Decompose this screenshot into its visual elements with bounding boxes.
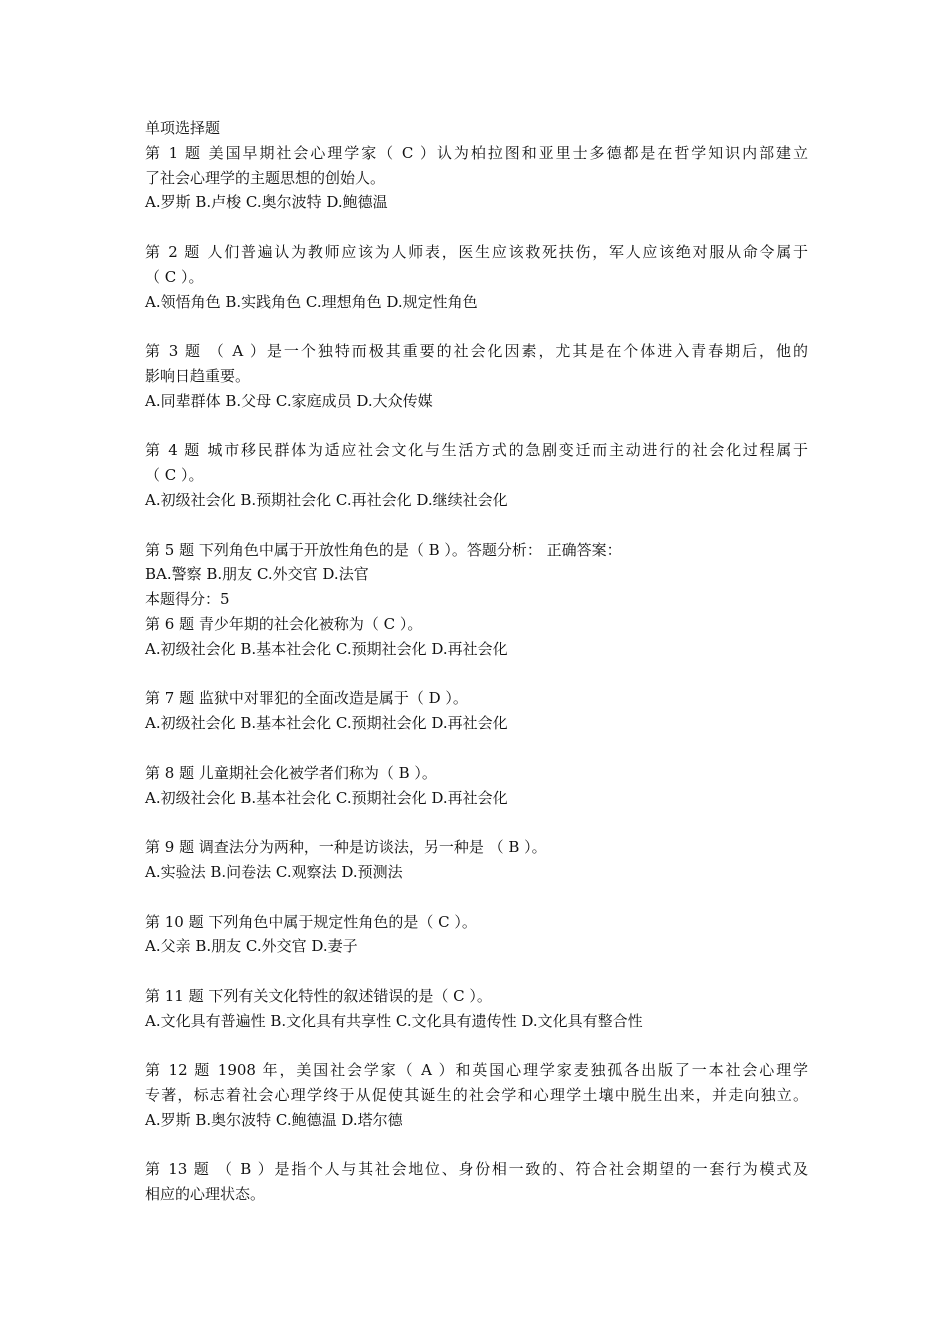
question-1-text: 第 1 题 美国早期社会心理学家（ C ）认为柏拉图和亚里士多德都是在哲学知识内部建立 <box>145 143 808 162</box>
question-4-text-cont: （ C ）。 <box>145 466 204 485</box>
spacer <box>145 959 808 984</box>
question-11-text: 第 11 题 下列有关文化特性的叙述错误的是（ C ）。 <box>145 986 492 1005</box>
spacer <box>145 885 808 910</box>
question-12-text: 第 12 题 1908 年，美国社会学家（ A ）和英国心理学家麦独孤各出版了一本社会心理学 <box>145 1061 808 1080</box>
question-7-text: 第 7 题 监狱中对罪犯的全面改造是属于（ D ）。 <box>145 689 468 708</box>
question-4-options: A.初级社会化 B.预期社会化 C.再社会化 D.继续社会化 <box>145 490 508 509</box>
question-1-options: A.罗斯 B.卢梭 C.奥尔波特 D.鲍德温 <box>145 193 388 212</box>
question-5-score: 本题得分：5 <box>145 590 230 609</box>
spacer <box>145 314 808 339</box>
question-2-text: 第 2 题 人们普遍认为教师应该为人师表，医生应该救死扶伤，军人应该绝对服从命令属于 <box>145 242 808 261</box>
section-heading: 单项选择题 <box>145 119 221 137</box>
question-3-text-cont: 影响日趋重要。 <box>145 366 251 385</box>
question-11-options: A.文化具有普遍性 B.文化具有共享性 C.文化具有遗传性 D.文化具有整合性 <box>145 1011 643 1030</box>
question-6-options: A.初级社会化 B.基本社会化 C.预期社会化 D.再社会化 <box>145 639 508 658</box>
document-page <box>145 116 808 1207</box>
question-6-text: 第 6 题 青少年期的社会化被称为（ C ）。 <box>145 614 423 633</box>
question-12-text-cont: 专著，标志着社会心理学终于从促使其诞生的社会学和心理学土壤中脱生出来，并走向独立。 <box>145 1086 808 1105</box>
spacer <box>145 736 808 761</box>
question-10-text: 第 10 题 下列角色中属于规定性角色的是（ C ）。 <box>145 912 477 931</box>
question-12-options: A.罗斯 B.奥尔波特 C.鲍德温 D.塔尔德 <box>145 1110 403 1129</box>
question-2-text-cont: （ C ）。 <box>145 267 204 286</box>
question-8-options: A.初级社会化 B.基本社会化 C.预期社会化 D.再社会化 <box>145 788 508 807</box>
question-10-options: A.父亲 B.朋友 C.外交官 D.妻子 <box>145 937 358 956</box>
spacer <box>145 662 808 687</box>
question-4-text: 第 4 题 城市移民群体为适应社会文化与生活方式的急剧变迁而主动进行的社会化过程属于 <box>145 441 808 460</box>
question-3-options: A.同辈群体 B.父母 C.家庭成员 D.大众传媒 <box>145 391 433 410</box>
question-2-options: A.领悟角色 B.实践角色 C.理想角色 D.规定性角色 <box>145 292 478 311</box>
spacer <box>145 1133 808 1158</box>
question-3-text: 第 3 题 （ A ）是一个独特而极其重要的社会化因素，尤其是在个体进入青春期后，他的 <box>145 342 808 361</box>
question-9-text: 第 9 题 调查法分为两种，一种是访谈法，另一种是 （ B ）。 <box>145 838 547 857</box>
question-7-options: A.初级社会化 B.基本社会化 C.预期社会化 D.再社会化 <box>145 714 508 733</box>
question-13-text-cont: 相应的心理状态。 <box>145 1185 266 1204</box>
spacer <box>145 513 808 538</box>
question-9-options: A.实验法 B.问卷法 C.观察法 D.预测法 <box>145 862 403 881</box>
spacer <box>145 810 808 835</box>
spacer <box>145 215 808 240</box>
question-13-text: 第 13 题 （ B ）是指个人与其社会地位、身份相一致的、符合社会期望的一套行为模式及 <box>145 1160 808 1179</box>
question-8-text: 第 8 题 儿童期社会化被学者们称为（ B ）。 <box>145 763 437 782</box>
question-5-text: 第 5 题 下列角色中属于开放性角色的是（ B ）。答题分析： 正确答案： <box>145 540 622 559</box>
question-5-options: BA.警察 B.朋友 C.外交官 D.法官 <box>145 565 369 584</box>
spacer <box>145 414 808 439</box>
spacer <box>145 1033 808 1058</box>
question-1-text-cont: 了社会心理学的主题思想的创始人。 <box>145 168 386 187</box>
